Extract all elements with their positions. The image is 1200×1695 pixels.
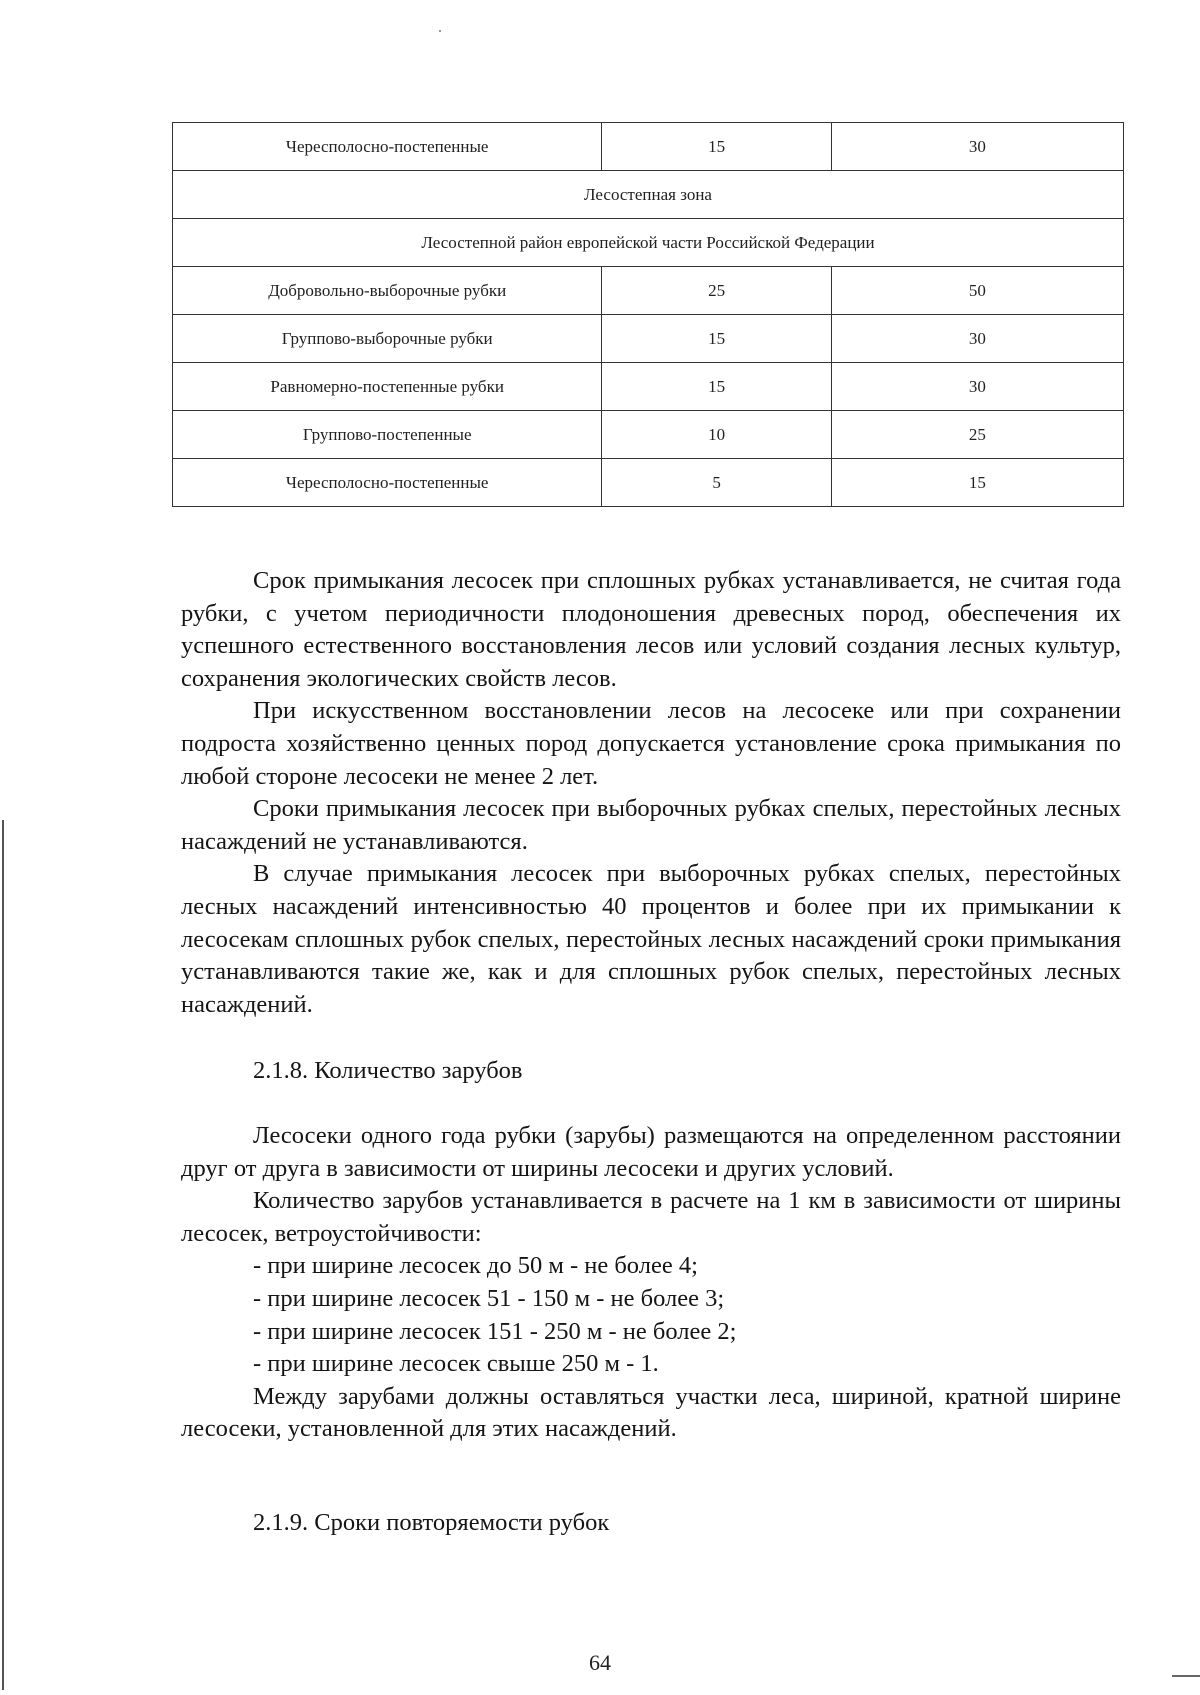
- table-cell-value: 30: [831, 363, 1123, 411]
- table-row-zone: [173, 171, 1124, 219]
- table-cell-value: 15: [602, 123, 831, 171]
- table-cell-method: Равномерно-постепенные рубки: [173, 363, 602, 411]
- cuts-count-block: [181, 1120, 1121, 1446]
- table-row-region: [173, 219, 1124, 267]
- paragraph: Лесосеки одного года рубки (зарубы) размещаются на определенном расстоянии друг от друга в зависимости от ширины лесосеки и других условий.: [181, 1122, 1121, 1182]
- paragraph: При искусственном восстановлении лесов на лесосеке или при сохранении подроста хозяйственно ценных пород допускается установление срока примыкания по любой стороне лесосеки не менее 2 лет.: [181, 697, 1121, 790]
- table-row: [173, 315, 1124, 363]
- table-zone-header: Лесостепная зона: [173, 171, 1124, 219]
- list-item: - при ширине лесосек 51 - 150 м - не более 3;: [253, 1284, 725, 1312]
- table-cell-value: 50: [831, 267, 1123, 315]
- table-region-header: Лесостепной район европейской части Российской Федерации: [173, 219, 1124, 267]
- list-item: - при ширине лесосек свыше 250 м - 1.: [253, 1350, 659, 1378]
- table-cell-method: Группово-постепенные: [173, 411, 602, 459]
- section-heading: 2.1.8. Количество зарубов: [253, 1057, 523, 1084]
- table-cell-method: Добровольно-выборочные рубки: [173, 267, 602, 315]
- section-heading-block: [181, 1507, 1121, 1540]
- table-cell-method: Чересполосно-постепенные: [173, 459, 602, 507]
- paragraph: Количество зарубов устанавливается в расчете на 1 км в зависимости от ширины лесосек, ветроустойчивости:: [181, 1187, 1121, 1247]
- scan-edge-line: [2, 820, 4, 1690]
- table-cell-value: 30: [831, 123, 1123, 171]
- paragraph: Срок примыкания лесосек при сплошных рубках устанавливается, не считая года рубки, с учетом периодичности плодоношения древесных пород, обеспечения их успешного естественного восстановления лесов или условий создания лесных культур, сохранения экологических свойств лесов.: [181, 567, 1121, 692]
- table-cell-value: 30: [831, 315, 1123, 363]
- list-item: - при ширине лесосек 151 - 250 м - не более 2;: [253, 1317, 737, 1345]
- table-cell-value: 15: [831, 459, 1123, 507]
- table-cell-value: 25: [602, 267, 831, 315]
- paragraph: Сроки примыкания лесосек при выборочных рубках спелых, перестойных лесных насаждений не устанавливаются.: [181, 795, 1121, 855]
- section-heading: 2.1.9. Сроки повторяемости рубок: [253, 1509, 610, 1536]
- table-cell-value: 10: [602, 411, 831, 459]
- paragraph: Между зарубами должны оставляться участки леса, шириной, кратной ширине лесосеки, установленной для этих насаждений.: [181, 1382, 1121, 1443]
- scan-speck: [439, 30, 441, 32]
- paragraph: В случае примыкания лесосек при выборочных рубках спелых, перестойных лесных насаждений интенсивностью 40 процентов и более при их примыкании к лесосекам сплошных рубок спелых, перестойных лесных насаждений сроки примыкания устанавливаются такие же, как и для сплошных рубок спелых, перестойных лесных насаждений.: [181, 860, 1121, 1018]
- section-heading-block: [181, 1055, 1121, 1088]
- table-cell-method: Группово-выборочные рубки: [173, 315, 602, 363]
- table-cell-method: Чересполосно-постепенные: [173, 123, 602, 171]
- adjacency-terms-block: [181, 565, 1121, 1021]
- list-item: - при ширине лесосек до 50 м - не более 4;: [253, 1252, 698, 1280]
- cutting-norms-table: [172, 122, 1124, 507]
- table-row: [173, 459, 1124, 507]
- table-row: [173, 267, 1124, 315]
- table-cell-value: 25: [831, 411, 1123, 459]
- table-cell-value: 15: [602, 363, 831, 411]
- table-row: [173, 363, 1124, 411]
- table-cell-value: 15: [602, 315, 831, 363]
- table-cell-value: 5: [602, 459, 831, 507]
- table-row: [173, 411, 1124, 459]
- page-number: 64: [589, 1650, 611, 1675]
- table-row: [173, 123, 1124, 171]
